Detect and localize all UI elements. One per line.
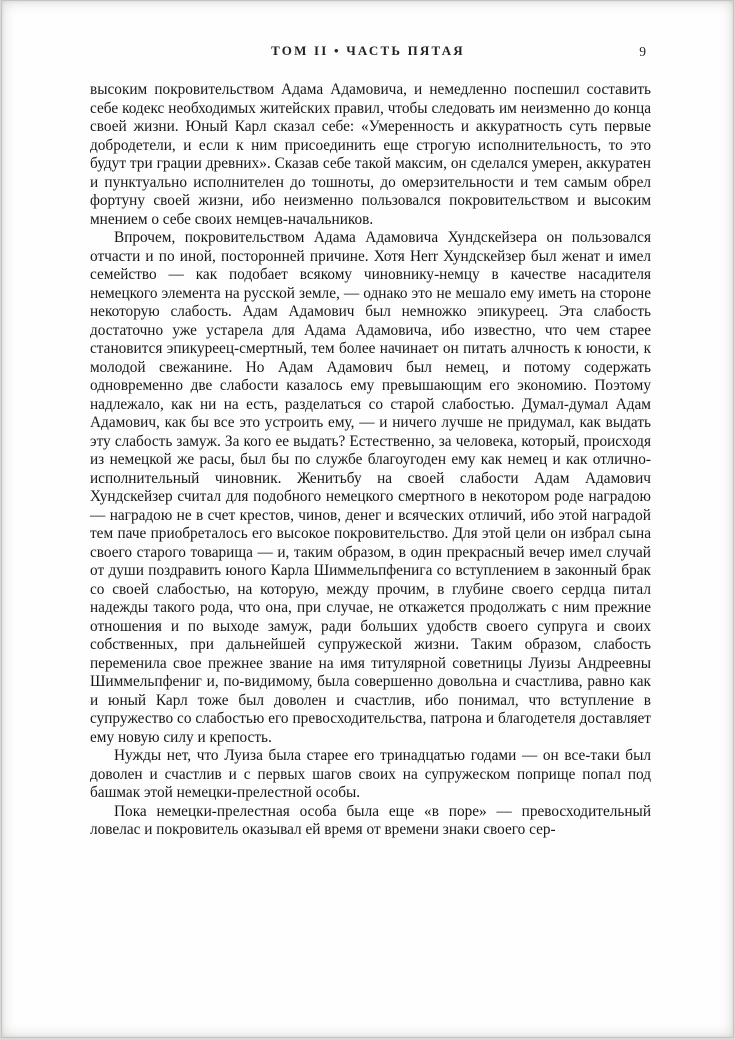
page-text	[90, 81, 651, 840]
paragraph: Пока немецки-прелестная особа была еще «в поре» — превосходительный ловелас и покровитель оказывал ей время от времени знаки своего сер-	[90, 802, 651, 838]
paragraph: высоким покровительством Адама Адамовича, и немедленно поспешил составить себе кодекс необходимых житейских правил, чтобы следовать им неизменно до конца своей жизни. Юный Карл сказал себе: «Умеренность и аккуратность суть первые добродетели, и если к ним присоединить еще строгую исполнительность, то это будут три грации древних». Сказав себе такой максим, он сделался умерен, аккуратен и пунктуально исполнителен до тошноты, до омерзительности и тем самым обрел фортуну своей жизни, ибо неизменно пользовался покровительством и высоким мнением о себе своих немцев-начальников.	[90, 81, 651, 228]
running-title: ТОМ II • ЧАСТЬ ПЯТАЯ	[271, 43, 465, 58]
page-number: 9	[639, 44, 646, 59]
book-page	[1, 0, 734, 1038]
paragraph: Впрочем, покровительством Адама Адамовича Хундскейзера он пользовался отчасти и по иной, посторонней причине. Хотя Herr Хундскейзер был женат и имел семейство — как подобает всякому чиновнику-немцу в качестве насадителя немецкого элемента на русской земле, — однако это не мешало ему иметь на стороне некоторую слабость. Адам Адамович был немножко эпикуреец. Эта слабость достаточно уже устарела для Адама Адамовича, ибо известно, что чем старее становится эпикуреец-смертный, тем более начинает он питать алчность к юности, к молодой свежанине. Но Адам Адамович был немец, и потому содержать одновременно две слабости казалось ему превышающим его экономию. Поэтому надлежало, как ни на есть, разделаться со старой слабостью. Думал-думал Адам Адамович, как бы все это устроить ему, — и ничего лучше не придумал, как выдать эту слабость замуж. За кого ее выдать? Естественно, за человека, который, происходя из немецкой же расы, был бы по службе благоугоден ему как немец и как отлично-исполнительный чиновник. Женитьбу на своей слабости Адам Адамович Хундскейзер считал для подобного немецкого смертного в некотором роде наградою — наградою не в счет крестов, чинов, денег и всяческих отличий, ибо этой наградой тем паче приобреталось его высокое покровительство. Для этой цели он избрал сына своего старого товарища — и, таким образом, в один прекрасный вечер имел случай от души поздравить юного Карла Шиммельпфенига со вступлением в законный брак со своей слабостью, на которую, между прочим, в глубине своего сердца питал надежды такого рода, что она, при случае, не откажется продолжать с ним прежние отношения и по выходе замуж, ради больших удобств своего супруга и своих собственных, при дальнейшей супружеской жизни. Таким образом, слабость переменила свое прежнее звание на имя титулярной советницы Луизы Андреевны Шиммельпфениг и, по-видимому, была совершенно довольна и счастлива, равно как и юный Карл тоже был доволен и счастлив, ибо понимал, что вступление в супружество со слабостью его превосходительства, патрона и благодетеля доставляет ему новую силу и крепость.	[90, 229, 651, 746]
paragraph: Нужды нет, что Луиза была старее его тринадцатью годами — он все-таки был доволен и счастлив и с первых шагов своих на супружеском поприще попал под башмак этой немецки-прелестной особы.	[90, 747, 651, 801]
page-header	[90, 43, 646, 63]
